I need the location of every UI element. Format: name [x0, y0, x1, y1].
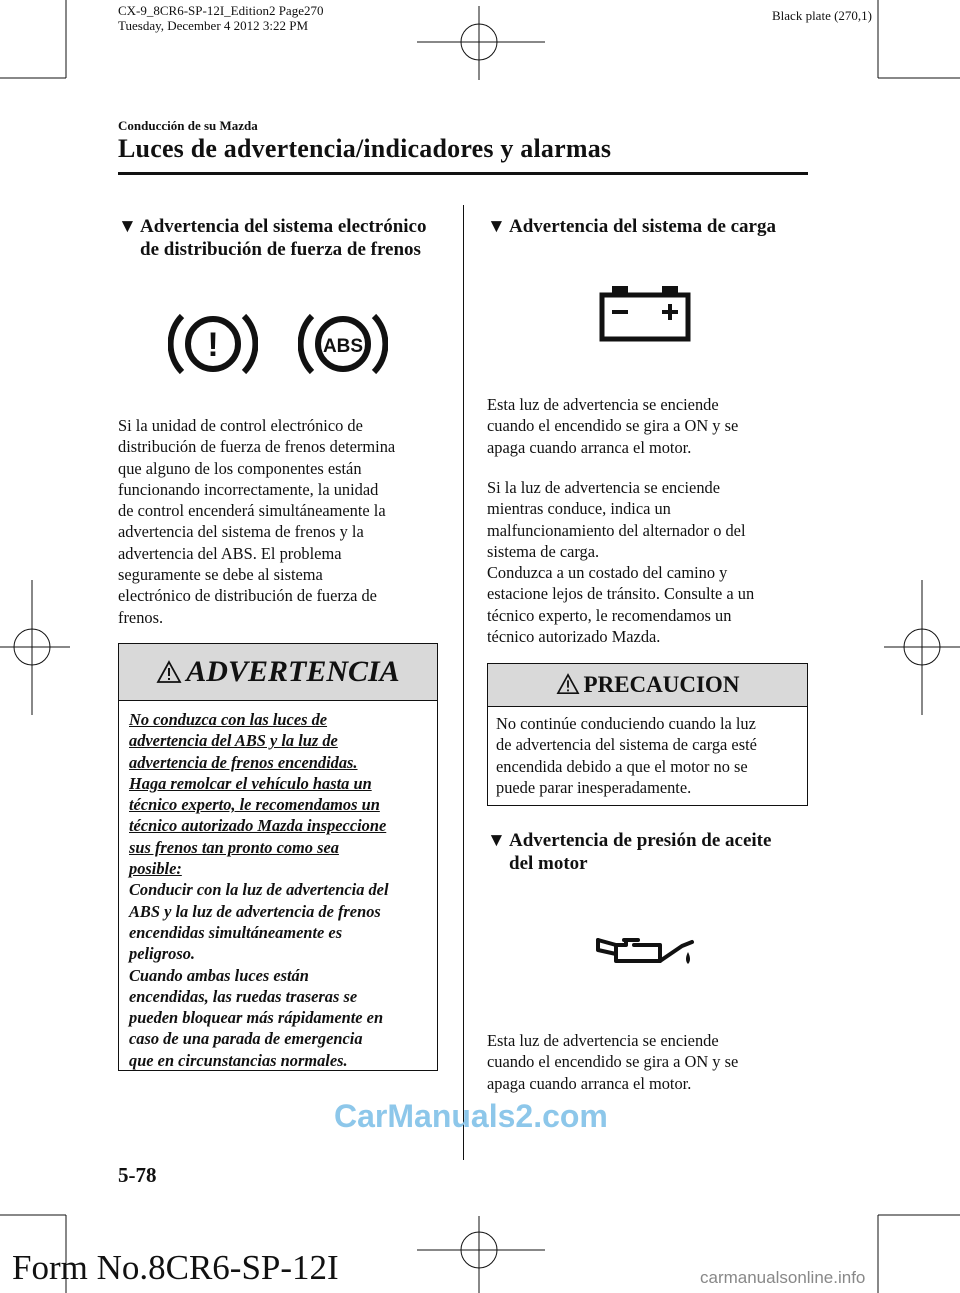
site-watermark: carmanualsonline.info [700, 1268, 866, 1287]
watermark: CarManuals2.com [334, 1098, 608, 1134]
warning-body [119, 701, 437, 1071]
print-slug-line2: Tuesday, December 4 2012 3:22 PM [118, 18, 309, 33]
oil-heading-line1: Advertencia de presión de aceite [509, 830, 772, 851]
ebd-paragraph: Si la unidad de control electrónico de distribución de fuerza de frenos determina que alguno de los componentes están funcionando incorrectamente, la unidad de control encenderá simultáneamente la advertencia del sistema de frenos y la advertencia del ABS. El problema seguramente se debe al sistema electrónico de distribución de fuerza de frenos. [118, 416, 396, 627]
print-slug-line1: CX-9_8CR6-SP-12I_Edition2 Page270 [118, 3, 324, 18]
plate-label: Black plate (270,1) [772, 8, 872, 23]
caution-box [487, 663, 808, 806]
brake-warning-icon [168, 306, 258, 382]
abs-warning-icon [298, 306, 388, 382]
section-label: Conducción de su Mazda [118, 118, 258, 133]
print-slug [118, 3, 323, 33]
warning-header [119, 644, 437, 701]
page-number: 5-78 [118, 1163, 157, 1187]
ebd-heading [118, 215, 458, 261]
alert-triangle-icon [156, 660, 182, 684]
warning-box [118, 643, 438, 1071]
caution-header [488, 664, 807, 707]
brake-symbol: ! [207, 326, 219, 364]
caution-title: PRECAUCION [583, 672, 740, 697]
oil-heading [487, 829, 817, 875]
battery-icon [598, 283, 693, 343]
triangle-down-icon: ▼ [118, 216, 137, 237]
charge-heading [487, 215, 817, 238]
page-title: Luces de advertencia/indicadores y alarmas [118, 134, 612, 163]
column-divider [463, 205, 464, 1160]
warning-title: ADVERTENCIA [186, 655, 400, 688]
charge-heading-text: Advertencia del sistema de carga [509, 216, 776, 237]
abs-symbol: ABS [322, 336, 364, 357]
charge-paragraph-1: Esta luz de advertencia se enciende cuando el encendido se gira a ON y se apaga cuando arranca el motor. [487, 395, 739, 457]
alert-triangle-icon [556, 673, 580, 695]
oil-can-icon [594, 930, 700, 975]
ebd-heading-line1: Advertencia del sistema electrónico [140, 216, 427, 237]
oil-paragraph-1: Esta luz de advertencia se enciende cuando el encendido se gira a ON y se apaga cuando arranca el motor. [487, 1031, 739, 1093]
triangle-down-icon: ▼ [487, 830, 506, 851]
title-rule [118, 172, 808, 175]
ebd-heading-line2: de distribución de fuerza de frenos [140, 239, 421, 260]
caution-text: No continúe conduciendo cuando la luz de advertencia del sistema de carga esté encendida debido a que el motor no se puede parar inesperadamente. [496, 714, 757, 797]
form-number: Form No.8CR6-SP-12I [12, 1248, 339, 1287]
warning-plain-text: Conducir con la luz de advertencia del ABS y la luz de advertencia de frenos encendidas simultáneamente es peligroso. Cuando ambas luces están encendidas, las ruedas traseras se pueden bloquear más rápidamente en caso de una parada de emergencia que en circunstancias normales. [129, 880, 389, 1070]
charge-paragraph-2: Si la luz de advertencia se enciende mientras conduce, indica un malfuncionamiento del alternador o del sistema de carga. Conduzca a un costado del camino y estacione lejos de tránsito. Consulte a un técnico experto, le recomendamos un técnico autorizado Mazda. [487, 478, 755, 647]
warning-underlined-text: No conduzca con las luces de advertencia del ABS y la luz de advertencia de frenos encendidas. Haga remolcar el vehículo hasta un técnico experto, le recomendamos un técnico autorizado Mazda inspeccione sus frenos tan pronto como sea posible: [129, 710, 387, 879]
triangle-down-icon: ▼ [487, 216, 506, 237]
oil-heading-line2: del motor [509, 853, 588, 874]
